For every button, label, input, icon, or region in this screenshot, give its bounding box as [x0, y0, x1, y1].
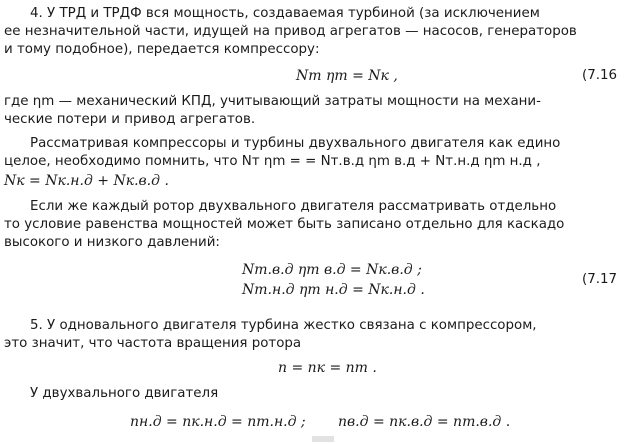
twin-line-2: целое, необходимо помнить, что Nт ηm = = Nт.в.д ηm в.д + Nт.н.д ηm н.д , [4, 154, 541, 169]
equation-low-pressure-speed: nн.д = nк.н.д = nт.н.д ; [130, 414, 306, 430]
equation-rotor-speed: n = nк = nт . [278, 360, 377, 376]
rotor-line-2: то условие равенства мощностей может быть записано отдельно для каскадо [4, 217, 565, 232]
para4-line-1: 4. У ТРД и ТРДФ вся мощность, создаваемая турбиной (за исключением [30, 6, 540, 21]
twin-line-1: Рассматривая компрессоры и турбины двухвального двигателя как едино [30, 136, 561, 151]
twin-line-3: Nк = Nк.н.д + Nк.в.д . [4, 173, 169, 189]
where-line-1: где ηm — механический КПД, учитывающий затраты мощности на механи- [4, 94, 541, 109]
para4-line-3: и тому подобное), передается компрессору: [4, 42, 320, 57]
rotor-line-3: высокого и низкого давлений: [4, 235, 220, 250]
where-line-2: ческие потери и привод агрегатов. [4, 112, 256, 127]
equation-high-pressure-speed: nв.д = nк.в.д = nт.в.д . [338, 414, 511, 430]
equation-number-7-16: (7.16 [582, 68, 618, 83]
equation-number-7-17: (7.17 [582, 272, 618, 287]
equation-7-17-line-2: Nт.н.д ηm н.д = Nк.н.д . [242, 282, 425, 298]
para4-line-2: ее незначительной части, идущей на привод агрегатов — насосов, генераторов [4, 24, 577, 39]
para5-line-1: 5. У одновального двигателя турбина жестко связана с компрессором, [30, 318, 537, 333]
para5-line-2: это значит, что частота вращения ротора [4, 336, 302, 351]
scan-smudge [312, 436, 334, 442]
rotor-line-1: Если же каждый ротор двухвального двигателя рассматривать отдельно [30, 199, 557, 214]
equation-7-17-line-1: Nт.в.д ηm в.д = Nк.в.д ; [242, 262, 422, 278]
equation-7-16: Nт ηm = Nк , [296, 68, 398, 84]
twin-shaft-label: У двухвального двигателя [30, 386, 219, 401]
